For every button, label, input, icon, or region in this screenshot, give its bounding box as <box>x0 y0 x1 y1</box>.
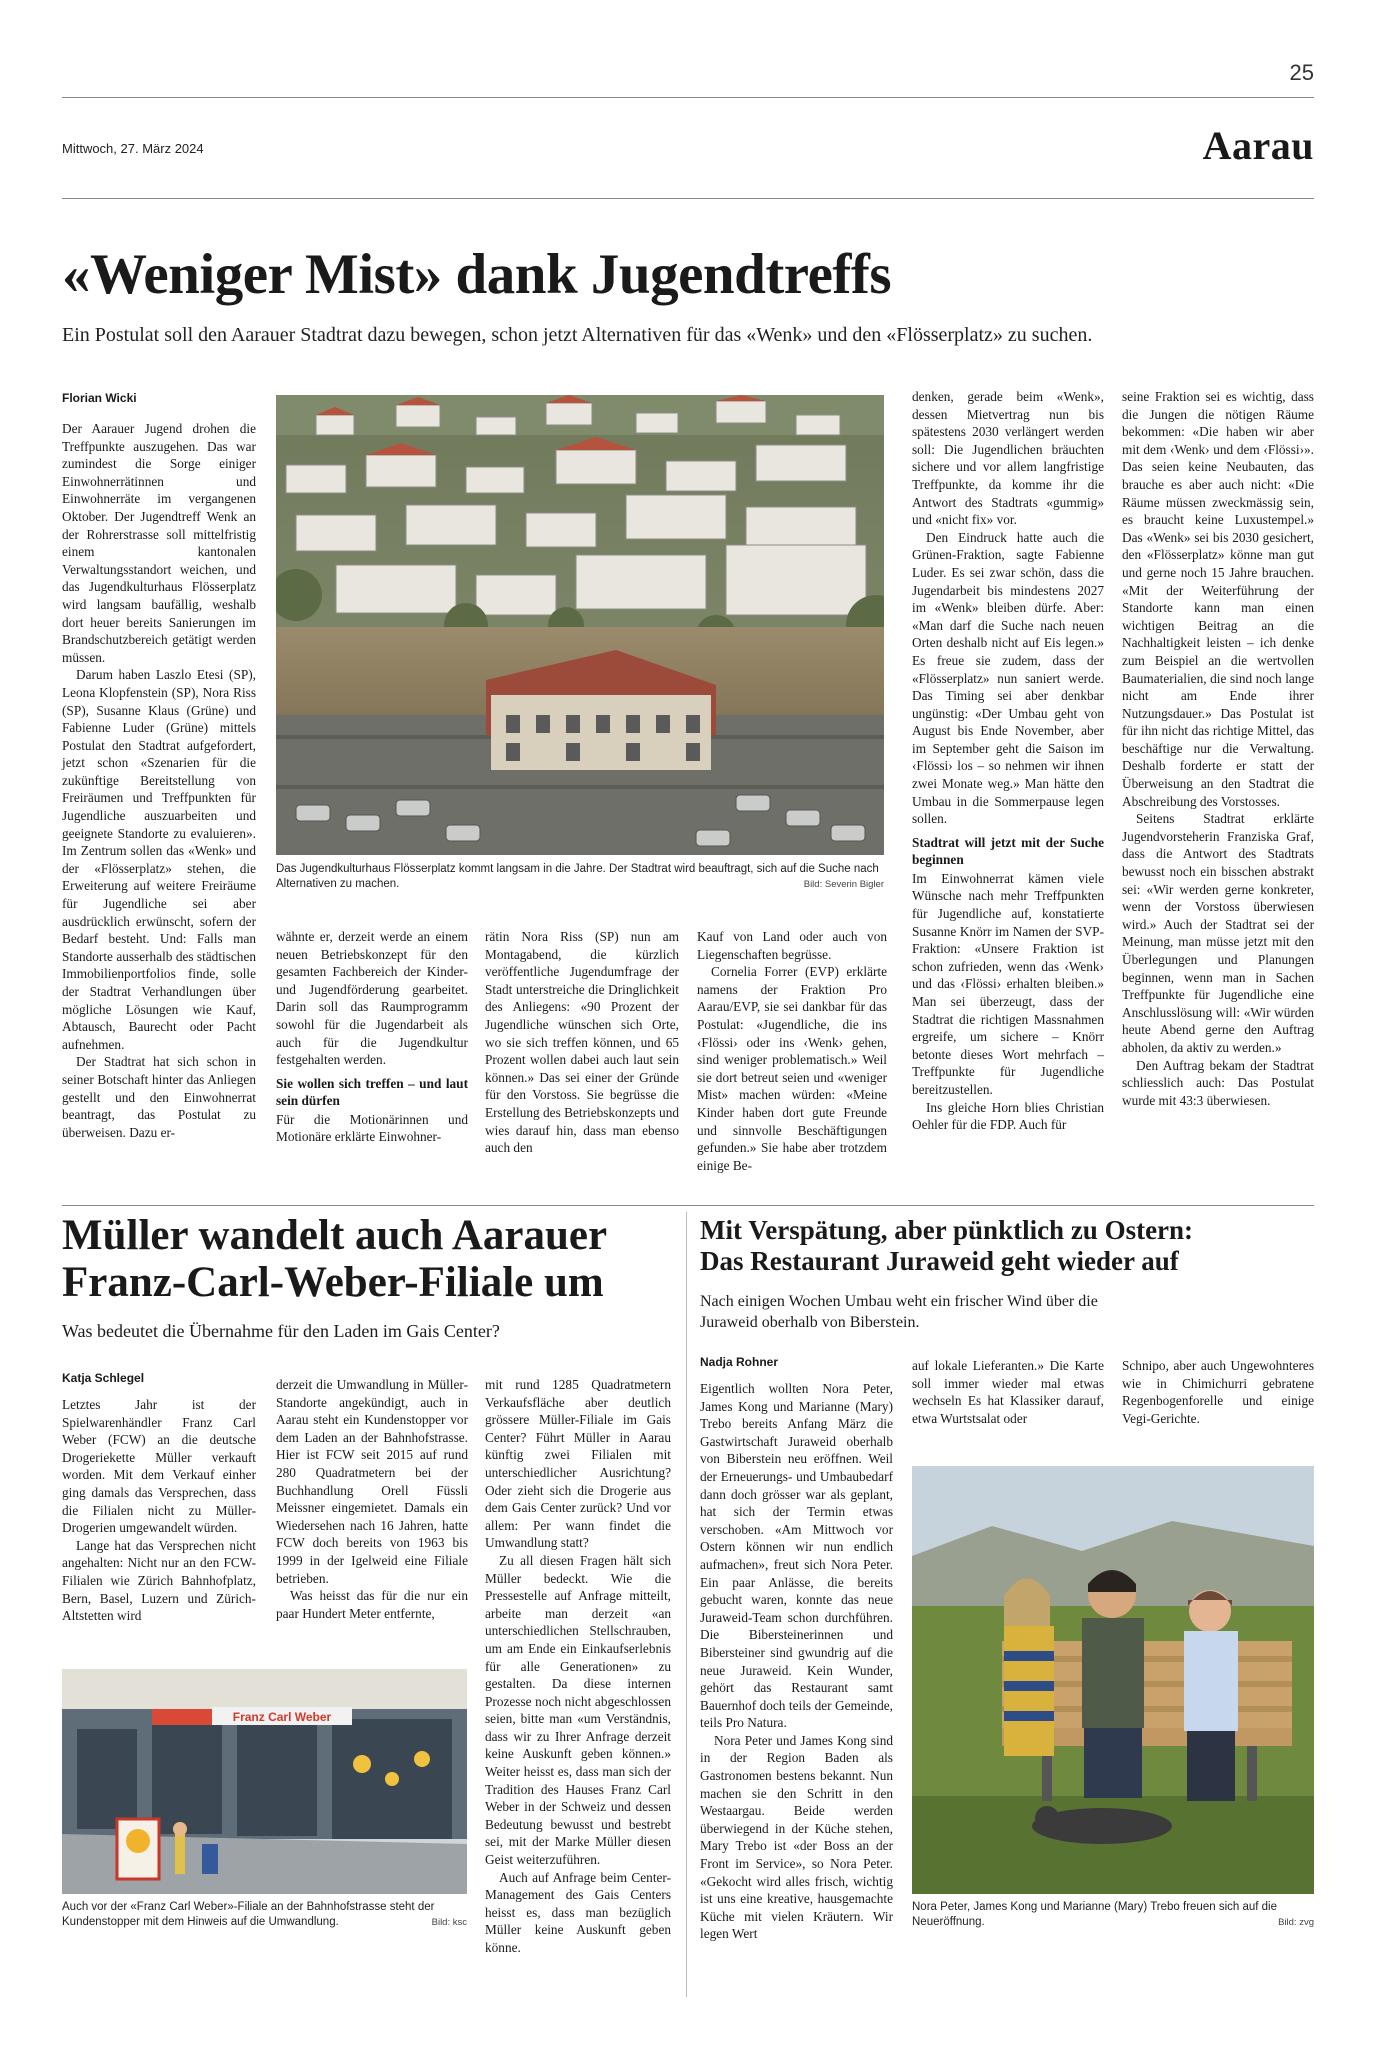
lead-photo <box>276 395 884 855</box>
paragraph: Der Stadtrat hat sich schon in seiner Botschaft hinter das Anliegen gestellt und den Einwohnerrat beantragt, das Postulat zu überweisen. Dazu er- <box>62 1054 256 1140</box>
paragraph: Für die Motionärinnen und Motionäre erklärte Einwohner- <box>276 1111 468 1145</box>
lead-column-2 <box>276 928 468 1146</box>
juraweid-headline-line-1: Mit Verspätung, aber pünktlich zu Ostern: <box>700 1215 1194 1245</box>
paragraph: Nora Peter und James Kong sind in der Region Baden als Gastronomen bestens bekannt. Nun machen sie den Schritt in den Westaargau. Beide werden überwiegend in der Küche stehen, Mary Trebo ist «der Boss an der Front im Service», so Nora Peter. «Gekocht wird alles frisch, wichtig ist uns eine kreative, hausgemachte Küche mit vielen Kräutern. Wir legen Wert <box>700 1732 893 1942</box>
paragraph: Den Eindruck hatte auch die Grünen-Fraktion, sagte Fabienne Luder. Es sei zwar schön, dass die Jugendarbeit bis mindestens 2027 im «Wenk» bleiben dürfe. Aber: «Man darf die Suche nach neuen Orten deshalb nicht auf Eis legen.» Es freue sie zudem, dass der «Flösserplatz» nun saniert werde. Das Timing sei aber denkbar ungünstig: «Der Umbau geht von August bis Ende November, aber im September geht die Saison im ‹Flössi› los – so nehmen wir ihnen zwei Monate weg.» Man hätte den Umbau in die Sommerpause legen sollen. <box>912 529 1104 827</box>
paragraph: Was heisst das für die nur ein paar Hundert Meter entfernte, <box>276 1588 468 1621</box>
lead-column-6 <box>1122 388 1314 1109</box>
paragraph: derzeit die Umwandlung in Müller-Standorte angekündigt, auch in Aarau steht ein Kundenstopper vor dem Laden an der Bahnhofstrasse. Hier ist FCW seit 2015 auf rund 280 Quadratmetern bei der Buchhandlung Orell Füssli Meissner eingemietet. Damals ein Wiedersehen nach 16 Jahren, hatte FCW doch bereits von 1963 bis 1999 in der Igelweid eine Filiale betrieben. <box>276 1377 468 1586</box>
paragraph: rätin Nora Riss (SP) nun am Montagabend, die kürzlich veröffentliche Jugendumfrage der Stadt unterstreiche die Dringlichkeit des Anliegens: «90 Prozent der Jugendliche wünschen sich Orte, wo sie sich treffen können, und 65 Prozent wollen dabei auch laut sein können.» Das sei einer der Gründe für den Vorstoss. Sie begrüsse die Erstellung des Betriebskonzepts und wies darauf hin, dass man ebenso auch den <box>485 929 679 1156</box>
section-title: Aarau <box>1202 123 1314 168</box>
mueller-photo-credit: Bild: ksc <box>431 1917 467 1928</box>
lead-crosshead-2: Stadtrat will jetzt mit der Suche beginnen <box>912 834 1104 867</box>
lead-column-4 <box>697 928 887 1174</box>
lead-column-3 <box>485 928 679 1157</box>
header-bottom-rule <box>62 198 1314 199</box>
paragraph: wähnte er, derzeit werde an einem neuen Betriebskonzept für den gesamten Fachbereich der Kinder- und Jugendförderung gearbeitet. Darin soll das Raumprogramm sowohl für die Jugendarbeit als auch für die Jugendkultur festgehalten werden. <box>276 929 468 1068</box>
paragraph: denken, gerade beim «Wenk», dessen Mietvertrag nun bis spätestens 2030 verlängert werden soll: Die Jugendlichen bräuchten sichere und vor allem langfristige Treffpunkte, da komme ihr die Antwort des Stadtrats «gummig» und «nicht fix» vor. <box>912 389 1104 528</box>
juraweid-photo-caption <box>912 1900 1314 1930</box>
paragraph: Lange hat das Versprechen nicht angehalten: Nicht nur an den FCW-Filialen wie Zürich Bahnhofplatz, Bern, Basel, Luzern und Zürich-Altstetten wird <box>62 1537 256 1624</box>
mueller-subhead: Was bedeutet die Übernahme für den Laden im Gais Center? <box>62 1321 500 1341</box>
paragraph: Ins gleiche Horn blies Christian Oehler für die FDP. Auch für <box>912 1099 1104 1133</box>
mueller-byline: Katja Schlegel <box>62 1371 145 1385</box>
paragraph: Der Aarauer Jugend drohen die Treffpunkte auszugehen. Das war zumindest die Sorge einiger Einwohnerrätinnen und Einwohnerräte im vergangenen Oktober. Der Jugendtreff Wenk an der Rohrerstrasse soll mittelfristig einem kantonalen Verwaltungsstandort weichen, und das Jugendkulturhaus Flösserplatz wird langsam baufällig, weshalb dort heuer bereits Sanierungen im Brandschutzbereich getätigt werden müssen. <box>62 421 256 665</box>
lead-subhead: Ein Postulat soll den Aarauer Stadtrat dazu bewegen, schon jetzt Alternativen für das «Wenk» und den «Flösserplatz» zu suchen. <box>62 324 1093 346</box>
paragraph: Im Einwohnerrat kämen viele Wünsche nach mehr Treffpunkten für Jugendliche auf, konstatierte Susanne Knörr im Namen der SVP-Fraktion: «Unsere Fraktion ist schon zufrieden, wenn das ‹Wenk› und das ‹Flössi› erhalten bleiben.» Man sei überzeugt, dass der Stadtrat die richtigen Massnahmen ergreife, um sichere – Knörr betonte dieses Wort mehrfach – Treffpunkte für Jugendliche bereitzustellen. <box>912 870 1104 1097</box>
juraweid-photo-caption-text: Nora Peter, James Kong und Marianne (Mary) Trebo freuen sich auf die Neueröffnung. <box>912 1901 1277 1928</box>
lead-column-5 <box>912 388 1104 1134</box>
lead-column-1 <box>62 420 256 1141</box>
paragraph: Schnipo, aber auch Ungewohnteres wie in Chimichurri gebratene Regenbogenforelle und einige Vegi-Gerichte. <box>1122 1358 1314 1426</box>
page-number: 25 <box>1289 60 1314 85</box>
juraweid-column-1 <box>700 1380 893 1943</box>
paragraph: Cornelia Forrer (EVP) erklärte namens der Fraktion Pro Aarau/EVP, sie sei dankbar für das Postulat: «Jugendliche, die ins ‹Flössi› oder ins ‹Wenk› gehen, sind weniger problematisch.» Weil sie dort betreut seien und «weniger Mist» machen würden: «Meine Kinder haben dort gute Freunde und sinnvolle Beschäftigungen gefunden.» Sie habe aber trotzdem einige Be- <box>697 964 887 1173</box>
lead-headline: «Weniger Mist» dank Jugendtreffs <box>62 243 892 306</box>
lead-photo-caption-text: Das Jugendkulturhaus Flösserplatz kommt langsam in die Jahre. Der Stadtrat wird beauftragt, sich auf die Suche nach Alternativen zu machen. <box>276 863 879 890</box>
lead-photo-caption <box>276 862 884 892</box>
mueller-photo-caption-text: Auch vor der «Franz Carl Weber»-Filiale an der Bahnhofstrasse steht der Kundenstopper mit dem Hinweis auf die Umwandlung. <box>62 1901 435 1928</box>
juraweid-headline-line-2: Das Restaurant Juraweid geht wieder auf <box>700 1246 1179 1277</box>
juraweid-headline <box>700 1215 1320 1277</box>
mueller-photo <box>62 1669 467 1894</box>
mueller-headline-line-1: Müller wandelt auch Aarauer <box>62 1212 608 1259</box>
mueller-photo-caption <box>62 1900 467 1930</box>
paragraph: Eigentlich wollten Nora Peter, James Kong und Marianne (Mary) Trebo bereits Anfang März die Gastwirtschaft Juraweid oberhalb von Biberstein neu eröffnen. Weil der Erneuerungs- und Umbaubedarf dann doch grösser war als geplant, hat sich der Termin etwas verschoben. «Am Mittwoch vor Ostern können wir nun endlich aufmachen», freut sich Nora Peter. Ein paar Anlässe, die bereits gebucht waren, konnte das neue Juraweid-Team schon durchführen. Die Bibersteinerinnen und Bibersteiner sind gwundrig auf die neue Juraweid. Kein Wunder, gehört das Restaurant samt Bauernhof doch teils der Gemeinde, teils Pro Natura. <box>700 1381 893 1731</box>
team-bench-photo <box>912 1466 1314 1894</box>
paragraph: seine Fraktion sei es wichtig, dass die Jungen die nötigen Räume bekommen: «Die haben wir aber mit dem ‹Wenk› und dem ‹Flössi›». Das seien keine Neubauten, das brauche es aber auch nicht: «Die Räume müssen zweckmässig sein, es braucht keine Luxustempel.» Das «Wenk» sei bis 2030 gesichert, den «Flösserplatz» könne man gut und gerne noch 15 Jahre brauchen. «Mit der Weiterführung der Standorte kann man einen wichtigen Beitrag an die Nachhaltigkeit leisten – ich denke zum Beispiel an die wertvollen Baumaterialien, die sind noch lange nicht am Ende ihrer Nutzungsdauer.» Das Postulat ist für ihn nicht das richtige Mittel, das beschäftige nur die Verwaltung. Deshalb forderte er statt der Überweisung an den Stadtrat die Abschreibung des Vorstosses. <box>1122 389 1314 809</box>
juraweid-column-3 <box>1122 1357 1314 1427</box>
dateline: Mittwoch, 27. März 2024 <box>62 141 204 156</box>
paragraph: Kauf von Land oder auch von Liegenschaften begrüsse. <box>697 929 887 962</box>
mueller-headline-line-2: Franz-Carl-Weber-Filiale um <box>62 1259 604 1307</box>
paragraph: auf lokale Lieferanten.» Die Karte soll immer wieder mal etwas wechseln Es hat Klassiker darauf, etwa Wurtstsalat oder <box>912 1358 1104 1426</box>
lead-byline: Florian Wicki <box>62 391 137 405</box>
flosserplatz-photo <box>276 395 884 855</box>
juraweid-byline: Nadja Rohner <box>700 1355 779 1369</box>
paragraph: Auch auf Anfrage beim Center-Management des Gais Centers heisst es, dass man bezüglich Müller keine Auskunft geben könne. <box>485 1869 671 1955</box>
storefront-photo <box>62 1669 467 1894</box>
paragraph: Seitens Stadtrat erklärte Jugendvorsteherin Franziska Graf, dass die Antwort des Stadtrats bewusst noch ein bisschen abstrakt sei: «Wir werden gerne konkreter, wenn der Vorstoss überwiesen wird.» Auch der Stadtrat sei der Meinung, man müsse jetzt mit den Überlegungen und Planungen beginnen, wenn man in Sachen Treffpunkte für Jugendliche eine Anschlusslösung will: «Wir würden heute Abend gerne den Auftrag abholen, da aktiv zu werden.» <box>1122 811 1314 1055</box>
paragraph: mit rund 1285 Quadratmetern Verkaufsfläche aber deutlich grössere Müller-Filiale im Gais Center? Führt Müller in Aarau künftig zwei Filialen mit unterschiedlicher Ausrichtung? Oder zieht sich die Drogerie aus dem Gais Center zurück? Und vor allem: Per wann findet die Umwandlung statt? <box>485 1377 671 1551</box>
lead-crosshead-1: Sie wollen sich treffen – und laut sein dürfen <box>276 1075 468 1108</box>
juraweid-subhead: Nach einigen Wochen Umbau weht ein frischer Wind über die Juraweid oberhalb von Biberstein. <box>700 1293 1098 1331</box>
paragraph: Den Auftrag bekam der Stadtrat schliesslich auch: Das Postulat wurde mit 43:3 überwiesen. <box>1122 1057 1314 1108</box>
column-divider <box>686 1212 687 1997</box>
header-top-rule <box>62 97 1314 98</box>
section-divider <box>62 1205 1314 1206</box>
mueller-column-1 <box>62 1396 256 1625</box>
juraweid-column-2 <box>912 1357 1104 1427</box>
paragraph: Darum haben Laszlo Etesi (SP), Leona Klopfenstein (SP), Nora Riss (SP), Susanne Klaus (Grüne) und Fabienne Luder (Grüne) mittels Postulat den Stadtrat aufgefordert, jetzt schon «Szenarien für die zukünftige Bereitstellung von Freiräumen und Treffpunkten für Jugendliche auszuarbeiten und geeignete Standorte zu evaluieren». Im Zentrum sollen das «Wenk» und der «Flösserplatz» stehen, die Erweiterung auf weitere Freiräume für Jugendliche sei aber ausdrücklich erwünscht, sofern der Bedarf besteht. Und: Falls man Standorte ausserhalb des städtischen Immobilienportfolios finde, solle der Stadtrat Verhandlungen über mögliche Lösungen wie Kauf, Abtausch, Baurecht oder Pacht aufnehmen. <box>62 667 256 1052</box>
mueller-column-3 <box>485 1376 671 1957</box>
lead-photo-credit: Bild: Severin Bigler <box>803 879 884 890</box>
juraweid-photo-credit: Bild: zvg <box>1278 1917 1314 1928</box>
paragraph: Zu all diesen Fragen hält sich Müller bedeckt. Wie die Pressestelle auf Anfrage mitteilt, arbeite man derzeit «an unterschiedlichen Stellschrauben, um am Ende ein Einkaufserlebnis für alle Generationen» zu gestalten. Da diese internen Prozesse noch nicht abgeschlossen seien, bitte man «um Verständnis, dass wir zu Ihrer Anfrage derzeit keine Auskunft geben können.» Weiter heisst es, dass man sich der Tradition des Hauses Franz Carl Weber in der Schweiz und dessen Bedeutung bewusst und bestrebt sei, mit der Marke Müller diesen Geist weiterzuführen. <box>485 1552 671 1868</box>
mueller-column-2 <box>276 1376 468 1622</box>
juraweid-photo <box>912 1466 1314 1894</box>
mueller-headline <box>62 1212 672 1307</box>
paragraph: Letztes Jahr ist der Spielwarenhändler Franz Carl Weber (FCW) an die deutsche Drogeriekette Müller verkauft worden. Mit dem Verkauf einher ging damals das Versprechen, dass die Filialen nicht zu Müller-Drogerien umgewandelt würden. <box>62 1397 256 1536</box>
storefront-sign: Franz Carl Weber <box>232 1710 332 1724</box>
